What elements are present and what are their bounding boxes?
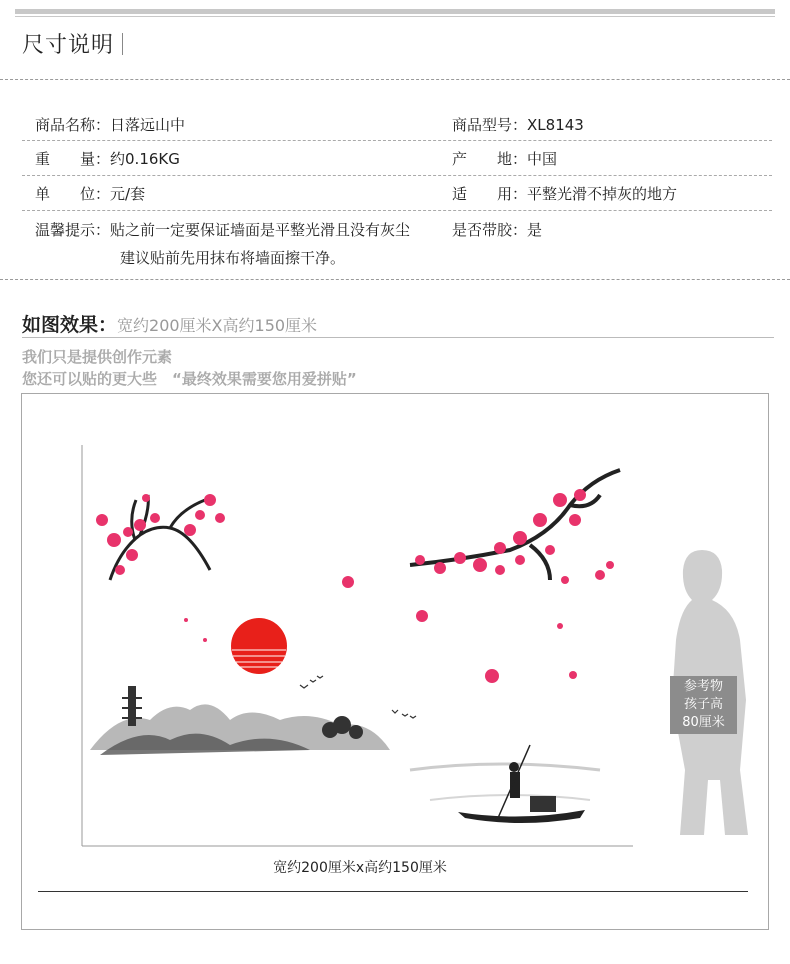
- spec-adhesive: [452, 219, 542, 240]
- row-divider: [22, 210, 772, 211]
- effect-title-text: 如图效果：: [22, 314, 118, 336]
- note-line-2: 您还可以贴的更大些 “最终效果需要您用爱拼贴”: [22, 370, 357, 388]
- spec-label: 是否带胶：: [452, 221, 528, 239]
- red-sun: [231, 618, 287, 674]
- fisherman-boat: [410, 745, 600, 823]
- title-divider: [122, 33, 123, 55]
- top-rule-thin: [15, 16, 775, 17]
- spec-label: 产 地：: [452, 150, 528, 168]
- spec-label: 单 位：: [35, 185, 111, 203]
- reference-label-line: 参考物: [683, 679, 723, 694]
- wall-sticker-illustration: [80, 440, 770, 850]
- section-title: [22, 28, 123, 59]
- birds: [300, 676, 416, 718]
- caption-rule: [38, 891, 748, 892]
- left-plum-branch: [96, 494, 225, 580]
- spec-name: [35, 114, 185, 135]
- spec-unit: [35, 183, 145, 204]
- spec-label: 商品名称：: [35, 116, 111, 134]
- row-divider: [22, 140, 772, 141]
- spec-origin: [452, 148, 557, 169]
- top-rule: [15, 9, 775, 14]
- spec-value: 日落远山中: [110, 116, 186, 134]
- spec-value: 贴之前一定要保证墙面是平整光滑且没有灰尘: [110, 221, 411, 239]
- spec-value: 约0.16KG: [110, 150, 180, 168]
- spec-tip: [35, 219, 410, 240]
- spec-value: 平整光滑不掉灰的地方: [527, 185, 678, 203]
- spec-value: 中国: [527, 150, 558, 168]
- row-divider: [22, 175, 772, 176]
- spec-value: 是: [527, 221, 543, 239]
- effect-rule: [22, 337, 774, 338]
- spec-value: 元/套: [110, 185, 146, 203]
- divider-dashed: [0, 79, 790, 80]
- effect-title: [22, 310, 317, 337]
- spec-usage: [452, 183, 677, 204]
- reference-label-line: 孩子高: [683, 697, 723, 712]
- spec-model: [452, 114, 584, 135]
- spec-label: 商品型号：: [452, 116, 528, 134]
- spec-weight: [35, 148, 180, 169]
- reference-label: [670, 676, 737, 734]
- note-line-1: 我们只是提供创作元素: [22, 348, 173, 366]
- illustration-caption: 宽约200厘米x高约150厘米: [273, 860, 447, 876]
- spec-tip-line2: 建议贴前先用抹布将墙面擦干净。: [120, 249, 346, 267]
- reference-label-line: 80厘米: [682, 715, 725, 730]
- spec-label: 温馨提示：: [35, 221, 111, 239]
- spec-label: 适 用：: [452, 185, 528, 203]
- spec-label: 重 量：: [35, 150, 111, 168]
- divider-dashed: [0, 279, 790, 280]
- effect-subtitle: 宽约200厘米X高约150厘米: [117, 316, 318, 335]
- ink-mountains: [90, 686, 390, 755]
- section-title-text: 尺寸说明: [22, 33, 115, 58]
- spec-value: XL8143: [527, 116, 584, 134]
